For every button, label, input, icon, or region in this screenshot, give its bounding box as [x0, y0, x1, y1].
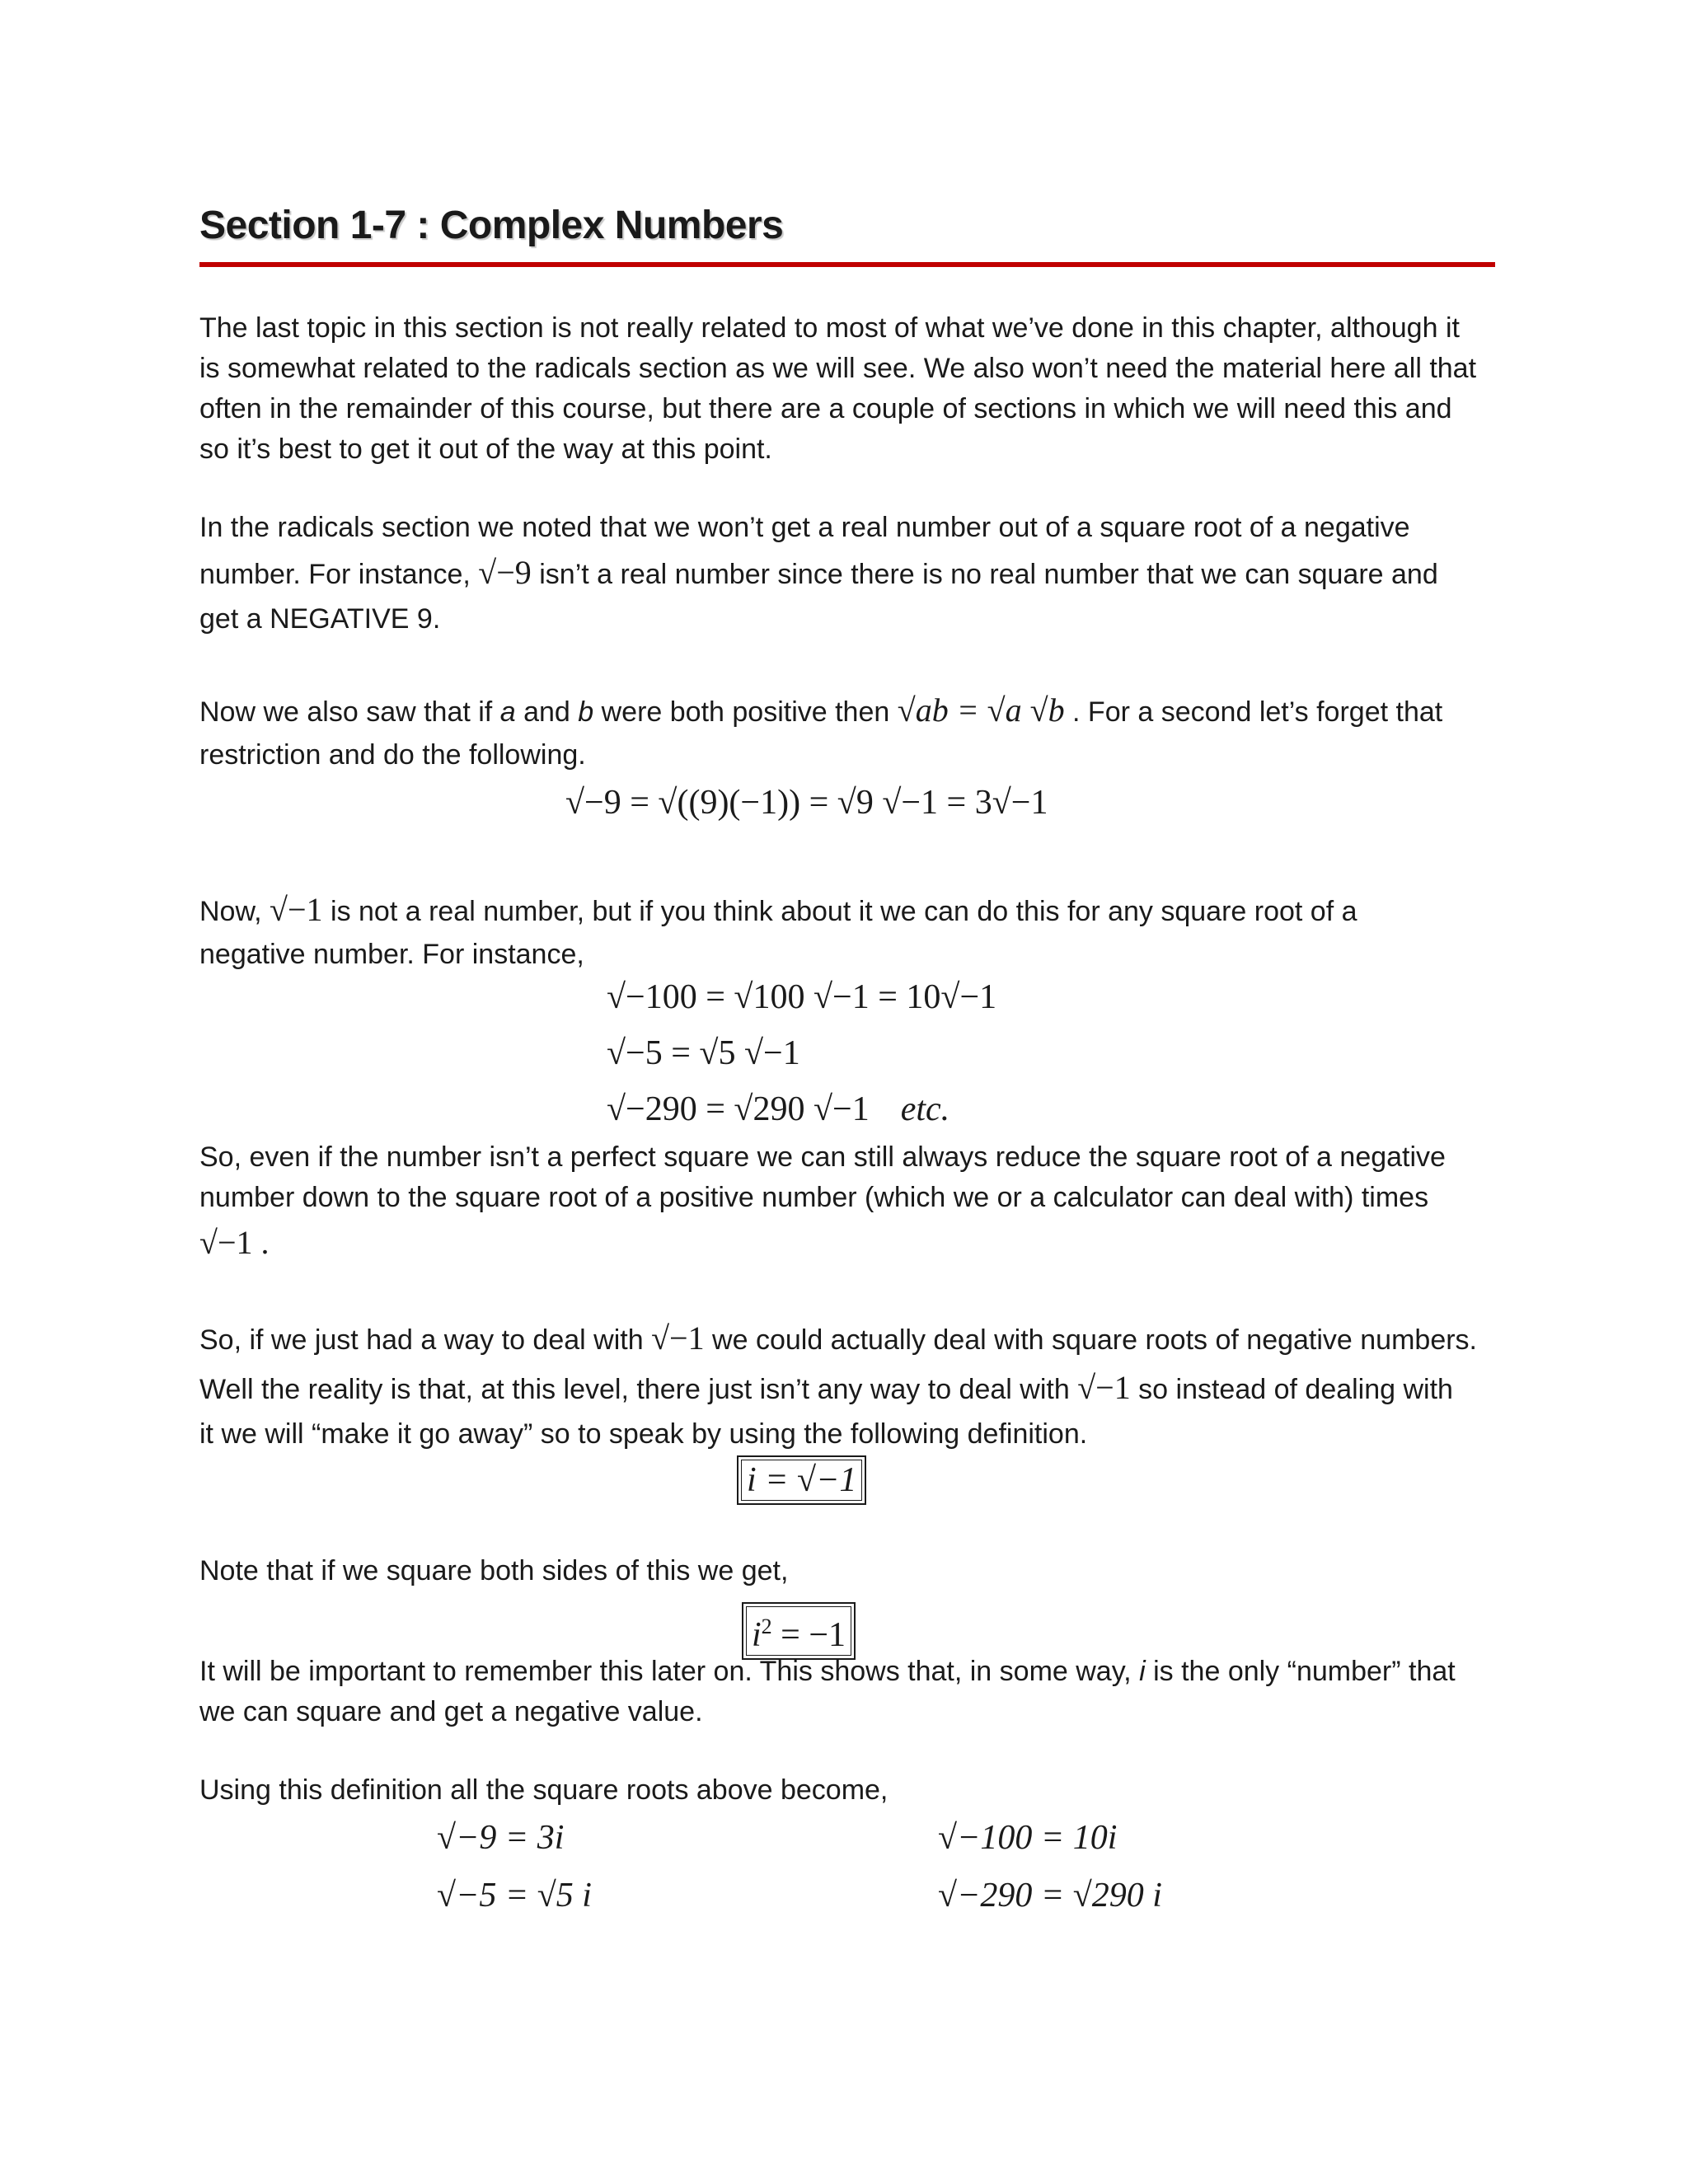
paragraph-square — [199, 1551, 1502, 1591]
section-title: Section 1-7 : Complex Numbers — [199, 204, 784, 247]
paragraph-product-rule — [199, 687, 1502, 776]
equation-sqrt-neg9: √−9 = √((9)(−1)) = √9 √−1 = 3√−1 — [565, 784, 1048, 822]
title-underline — [199, 262, 1495, 267]
text-segment: is the only “number” that — [1145, 1656, 1456, 1687]
text-line: negative number. For instance, — [199, 939, 584, 970]
text-line: so it’s best to get it out of the way at this point. — [199, 434, 772, 465]
text-segment: is not a real number, but if you think about it we can do this for any square root of a — [322, 896, 1357, 927]
text-line: Note that if we square both sides of this we get, — [199, 1555, 789, 1586]
text-segment: Now we also saw that if — [199, 696, 500, 728]
text-line: In the radicals section we noted that we won’t get a real number out of a square root of a negative — [199, 512, 1410, 543]
text-line — [199, 687, 1502, 735]
equation-body: √−290 = √290 √−1 — [607, 1090, 870, 1128]
exponent: 2 — [761, 1615, 772, 1638]
text-line — [199, 887, 1502, 935]
result-sqrt-neg5: √−5 = √5 i — [437, 1877, 592, 1915]
text-line: is somewhat related to the radicals section as we will see. We also won’t need the material here all that — [199, 353, 1477, 384]
text-line: we can square and get a negative value. — [199, 1696, 703, 1727]
text-line: number down to the square root of a positive number (which we or a calculator can deal with) times — [199, 1182, 1429, 1213]
etc-label: etc. — [900, 1090, 950, 1128]
math-inline: √−1 — [651, 1319, 705, 1357]
math-inline: √−9 — [478, 554, 532, 591]
text-segment: It will be important to remember this later on. This shows that, in some way, — [199, 1656, 1140, 1687]
result-sqrt-neg100: √−100 = 10i — [938, 1819, 1118, 1857]
text-line: restriction and do the following. — [199, 739, 586, 771]
variable-a: a — [499, 696, 516, 728]
text-segment: So, if we just had a way to deal with — [199, 1324, 652, 1356]
text-line — [199, 1315, 1502, 1363]
text-line: get a NEGATIVE 9. — [199, 603, 441, 635]
equation-rest: = −1 — [771, 1616, 846, 1654]
definition-box-i: i = √−1 — [737, 1455, 866, 1505]
equation-sqrt-neg100: √−100 = √100 √−1 = 10√−1 — [607, 978, 997, 1016]
equation-sqrt-neg5: √−5 = √5 √−1 — [607, 1034, 800, 1072]
text-line — [199, 548, 1502, 599]
math-inline: √ab = √a √b — [897, 691, 1065, 729]
paragraph-definition — [199, 1315, 1502, 1455]
text-line: it we will “make it go away” so to speak by using the following definition. — [199, 1418, 1088, 1450]
text-line: often in the remainder of this course, but there are a couple of sections in which we will need this and — [199, 393, 1452, 424]
math-inline: √−1 — [270, 891, 323, 928]
text-line — [199, 1363, 1502, 1414]
text-segment: number. For instance, — [199, 559, 479, 590]
text-segment: were both positive then — [593, 696, 898, 728]
text-line: Using this definition all the square roots above become, — [199, 1774, 889, 1806]
variable-i: i — [1139, 1656, 1146, 1687]
text-segment: so instead of dealing with — [1130, 1374, 1453, 1405]
text-segment: we could actually deal with square roots of negative numbers. — [704, 1324, 1478, 1356]
paragraph-examples — [199, 887, 1502, 975]
text-segment: Well the reality is that, at this level, there just isn’t any way to deal with — [199, 1374, 1078, 1405]
text-line — [199, 1652, 1502, 1692]
text-line: So, even if the number isn’t a perfect square we can still always reduce the square root of a negative — [199, 1141, 1446, 1173]
math-line: √−1 . — [199, 1224, 270, 1261]
text-segment: and — [515, 696, 579, 728]
paragraph-using-definition — [199, 1770, 1502, 1811]
paragraph-radicals — [199, 508, 1502, 640]
variable-b: b — [578, 696, 594, 728]
text-segment: Now, — [199, 896, 270, 927]
text-segment: isn’t a real number since there is no real number that we can square and — [531, 559, 1438, 590]
variable-i: i — [752, 1616, 762, 1654]
result-sqrt-neg290: √−290 = √290 i — [938, 1877, 1162, 1915]
paragraph-reduce — [199, 1137, 1502, 1268]
text-line: The last topic in this section is not really related to most of what we’ve done in this chapter, although it — [199, 312, 1460, 344]
math-inline: √−1 — [1077, 1369, 1131, 1406]
paragraph-intro — [199, 308, 1502, 470]
paragraph-important — [199, 1652, 1502, 1732]
result-sqrt-neg9: √−9 = 3i — [437, 1819, 565, 1857]
text-segment: . For a second let’s forget that — [1064, 696, 1443, 728]
equation-sqrt-neg290 — [607, 1090, 950, 1129]
